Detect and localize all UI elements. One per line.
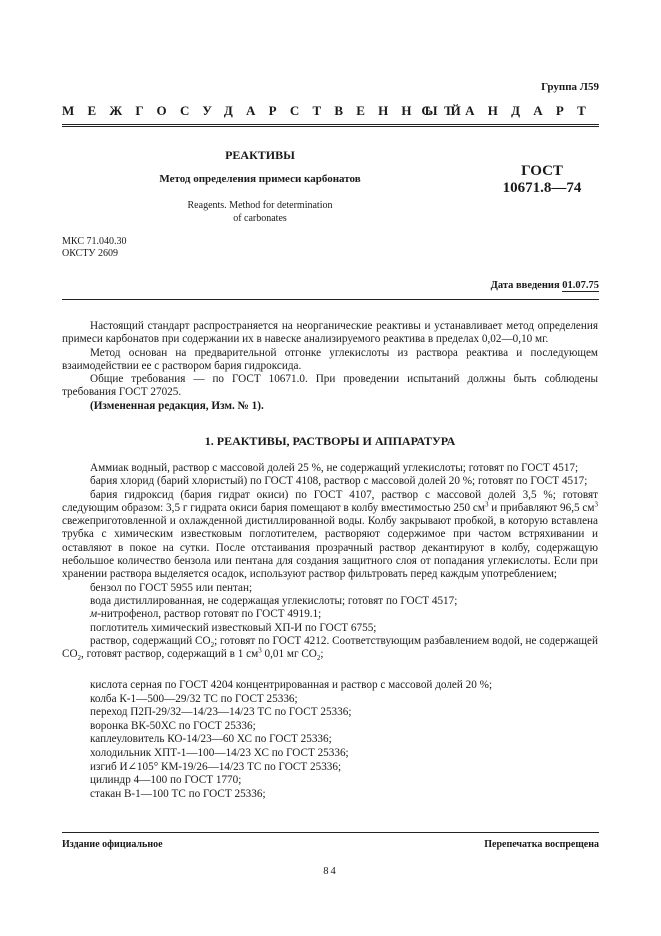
header-rule-bottom [62,126,599,127]
section-heading: 1. РЕАКТИВЫ, РАСТВОРЫ И АППАРАТУРА [204,434,456,448]
date-rule [62,299,599,300]
subscript: 2 [77,654,82,663]
list-item: холодильник ХПТ-1—100—14/23 ХС по ГОСТ 25336; [90,746,349,759]
reagent-benzene: бензол по ГОСТ 5955 или пентан; [90,581,253,594]
effective-date-label: Дата введения [490,280,563,291]
list-item: кислота серная по ГОСТ 4204 концентрированная и раствор с массовой долей 20 %; [90,679,493,691]
intro-amendment-note: (Измененная редакция, Изм. № 1). [90,399,264,412]
text-run: -нитрофенол, раствор готовят по ГОСТ 4919.1; [97,608,322,621]
subscript: 2 [316,654,321,663]
intro-paragraph-requirements: Общие требования — по ГОСТ 10671.0. При проведении испытаний должны быть соблюдены требования ГОСТ 27025. [62,373,598,399]
footer-rule [62,832,599,833]
reagent-barium-hydroxide [62,489,598,582]
text-run: бария гидроксид (бария гидрат окиси) по ГОСТ 4107, раствор с массовой долей 3,5 %; готовят следующим образом: 3,5 г гидрата окиси бария помещают в колбу вместимостью 250 см [62,488,598,514]
list-item: переход П2П-29/32—14/23—14/23 ТС по ГОСТ 25336; [90,706,352,719]
intro-paragraph-scope: Настоящий стандарт распространяется на неорганические реактивы и устанавливает метод определения примеси карбонатов при содержании их в навеске анализируемого реактива в пределах 0,02—0,10 мг. [62,320,598,346]
list-item: каплеуловитель КО-14/23—60 ХС по ГОСТ 25336; [90,733,332,746]
document-subtitle: Метод определения примеси карбонатов [159,173,361,185]
list-item: колба К-1—500—29/32 ТС по ГОСТ 25336; [90,692,298,705]
standard-banner-left: МЕЖГОСУДАРСТВЕННЫЙ [62,103,474,118]
english-title-line-1: Reagents. Method for determination [187,200,333,211]
reagent-nitrophenol [62,608,598,621]
reagent-ammonia: Аммиак водный, раствор с массовой долей 25 %, не содержащий углекислоты; готовят по ГОСТ 4517; [90,462,579,474]
english-title-line-2: of carbonates [233,213,287,224]
list-item: стакан В-1—100 ТС по ГОСТ 25336; [90,787,266,800]
footer-official-edition: Издание официальное [62,839,163,850]
superscript: 3 [594,500,598,509]
intro-paragraph-method: Метод основан на предварительной отгонке углекислоты из раствора реактива и последующем взаимодействии ее с раствором бария гидроксида. [62,346,598,372]
standard-banner [62,103,599,121]
classification-codes [62,236,126,260]
introduction [62,320,598,413]
superscript: 3 [258,646,262,655]
section-body [62,462,598,661]
reagent-water: вода дистиллированная, не содержащая углекислоты; готовят по ГОСТ 4517; [90,594,458,607]
english-title [0,199,520,225]
text-run: 0,01 мг CO [261,648,317,661]
text-run: ; готовят по ГОСТ 4212. Соответствующим разбавлением водой, не содержащей CO [62,634,598,661]
apparatus-list [62,679,598,801]
standard-banner-right: СТАНДАРТ [421,103,599,118]
header-rule-top [62,124,599,125]
effective-date-value: 01.07.75 [562,280,599,291]
text-run: , готовят раствор, содержащий в 1 см [81,648,259,661]
gost-code: 10671.8—74 [502,180,582,196]
gost-label: ГОСТ [521,163,563,179]
superscript: 3 [484,500,489,509]
okstu-code: ОКСТУ 2609 [62,248,119,259]
reagent-absorber: поглотитель химический известковый ХП-И по ГОСТ 6755; [90,621,377,634]
reagent-co2-solution [62,635,598,662]
text-run: свежеприготовленной и охлажденной дистиллированной воды. Колбу закрывают пробкой, в которую вставлена трубка с химическим известковым поглотителем, растворяют содержимое при частом встряхивании и оставляют в покое на сутки. После отстаивания прозрачный раствор декантируют в колбу, содержащую небольшое количество бензола или пентана для создания защитного слоя от попадания углекислоты. Если при хранении раствора выделяется осадок, используют раствор фильтровать перед каждым употреблением; [62,515,598,581]
mks-code: МКС 71.040.30 [62,236,127,247]
document-title: РЕАКТИВЫ [225,148,295,162]
gost-number [486,163,598,197]
subscript: 2 [210,641,215,650]
effective-date [491,280,599,291]
text-run: раствор, содержащий CO [90,634,211,647]
text-run: ; [320,648,324,661]
footer-reprint-notice: Перепечатка воспрещена [484,839,599,850]
page-number: 84 [323,866,338,877]
reagent-barium-chloride: бария хлорид (барий хлористый) по ГОСТ 4108, раствор с массовой долей 20 %; готовят по ГОСТ 4517; [90,475,588,488]
group-code: Группа Л59 [541,81,599,93]
list-item: воронка ВК-50ХС по ГОСТ 25336; [90,719,256,732]
italic-prefix: м [90,608,98,621]
text-run: и прибавляют 96,5 см [488,501,595,514]
list-item: цилиндр 4—100 по ГОСТ 1770; [90,774,242,787]
list-item: изгиб И∠105° КМ-19/26—14/23 ТС по ГОСТ 25336; [90,760,342,773]
